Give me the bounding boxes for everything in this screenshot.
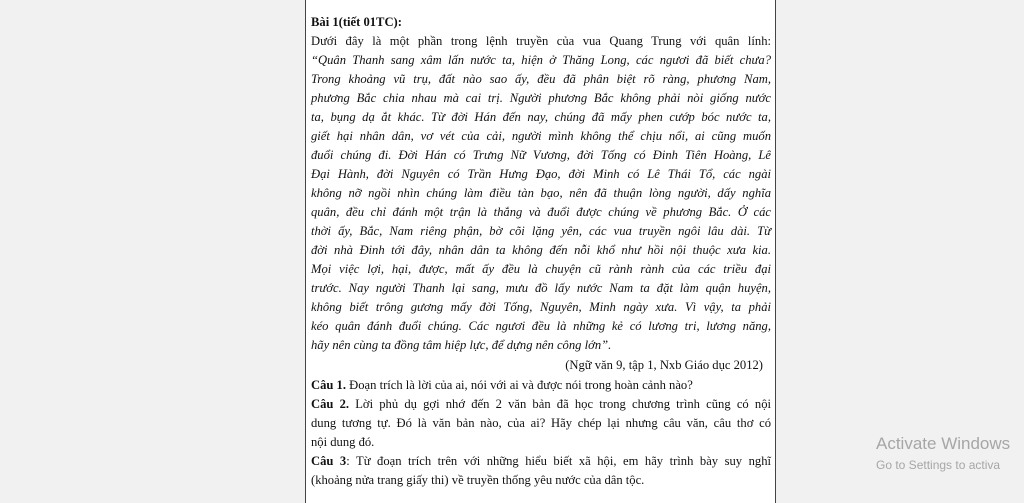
quote-line: phương Bắc chia nhau mà cai trị. Người phương Bắc không phải nòi giống nước — [311, 91, 771, 105]
question-3-label: Câu 3 — [311, 454, 347, 468]
quote-line: giết hại nhân dân, vơ vét của cải, người mình không thể chịu nổi, ai cũng muốn — [311, 129, 771, 143]
quote-line: Đại Hành, đời Nguyên có Trần Hưng Đạo, đời Minh có Lê Thái Tổ, các ngài — [311, 167, 771, 181]
quote-line: Trong khoảng vũ trụ, đất nào sao ấy, đều đã phân biệt rõ ràng, phương Nam, — [311, 72, 771, 86]
question-1 — [311, 376, 771, 395]
question-2-label: Câu 2. — [311, 397, 350, 411]
quote-line: kéo quân đánh đuổi chúng. Các ngươi đều là những kẻ có lương tri, lương năng, — [311, 319, 771, 333]
intro-line: Dưới đây là một phần trong lệnh truyền của vua Quang Trung với quân lính: — [311, 34, 771, 48]
quote-line: ta, bụng dạ ắt khác. Từ đời Hán đến nay, chúng đã mấy phen cướp bóc nước ta, — [311, 110, 771, 124]
question-2-line: nội dung đó. — [311, 435, 375, 449]
quote-line: đuổi chúng đi. Đời Hán có Trưng Nữ Vương, đời Tống có Đinh Tiên Hoàng, Lê — [311, 148, 771, 162]
exercise-heading: Bài 1(tiết 01TC): — [311, 15, 402, 29]
quote-line: không nỡ ngồi nhìn chúng làm điều tàn bạo, nên đã thuận lòng người, dấy nghĩa — [311, 186, 771, 200]
activation-watermark-subtitle: Go to Settings to activa — [876, 458, 1001, 472]
quote-line: đời nhà Đinh tới đây, nhân dân ta không đến nỗi khổ như hồi nội thuộc xưa kia. — [311, 243, 771, 257]
question-3-text: : Từ đoạn trích trên với những hiểu biết xã hội, em hãy trình bày suy nghĩ — [346, 454, 772, 468]
quote-line: quân, đều chỉ đánh một trận là thắng và đuổi được chúng về phương Bắc. Ở các — [311, 205, 771, 219]
quote-line: không biết trông gương mấy đời Tống, Nguyên, Minh ngày xưa. Vì vậy, ta phải — [311, 300, 771, 314]
activation-watermark-title: Activate Windows — [876, 434, 1011, 453]
question-1-text: Đoạn trích là lời của ai, nói với ai và được nói trong hoàn cảnh nào? — [346, 378, 693, 392]
question-3 — [311, 452, 771, 471]
question-1-label: Câu 1. — [311, 378, 346, 392]
question-2-text: Lời phủ dụ gợi nhớ đến 2 văn bản đã học trong chương trình cũng có nội — [349, 397, 771, 411]
question-3-line: (khoảng nửa trang giấy thi) về truyền thống yêu nước của dân tộc. — [311, 473, 645, 487]
quote-line: “Quân Thanh sang xâm lấn nước ta, hiện ở Thăng Long, các ngươi đã biết chưa? — [311, 53, 771, 67]
quote-line: trước. Nay người Thanh lại sang, mưu đồ lấy nước Nam ta đặt làm quận huyện, — [311, 281, 771, 295]
document-page — [305, 0, 776, 503]
question-2 — [311, 395, 771, 414]
quote-line: Mọi việc lợi, hại, được, mất ấy đều là chuyện cũ rành rành của các triều đại — [311, 262, 771, 276]
source-citation: (Ngữ văn 9, tập 1, Nxb Giáo dục 2012) — [565, 358, 763, 372]
quote-line: hãy nên cùng ta đồng tâm hiệp lực, để dựng nên công lớn”. — [311, 338, 612, 352]
quote-line: thời ấy, Bắc, Nam riêng phận, bờ cõi lặng yên, các vua truyền ngôi lâu dài. Từ — [311, 224, 771, 238]
question-2-line: dung tương tự. Đó là văn bản nào, của ai? Hãy chép lại nhưng câu văn, câu thơ có — [311, 416, 771, 430]
